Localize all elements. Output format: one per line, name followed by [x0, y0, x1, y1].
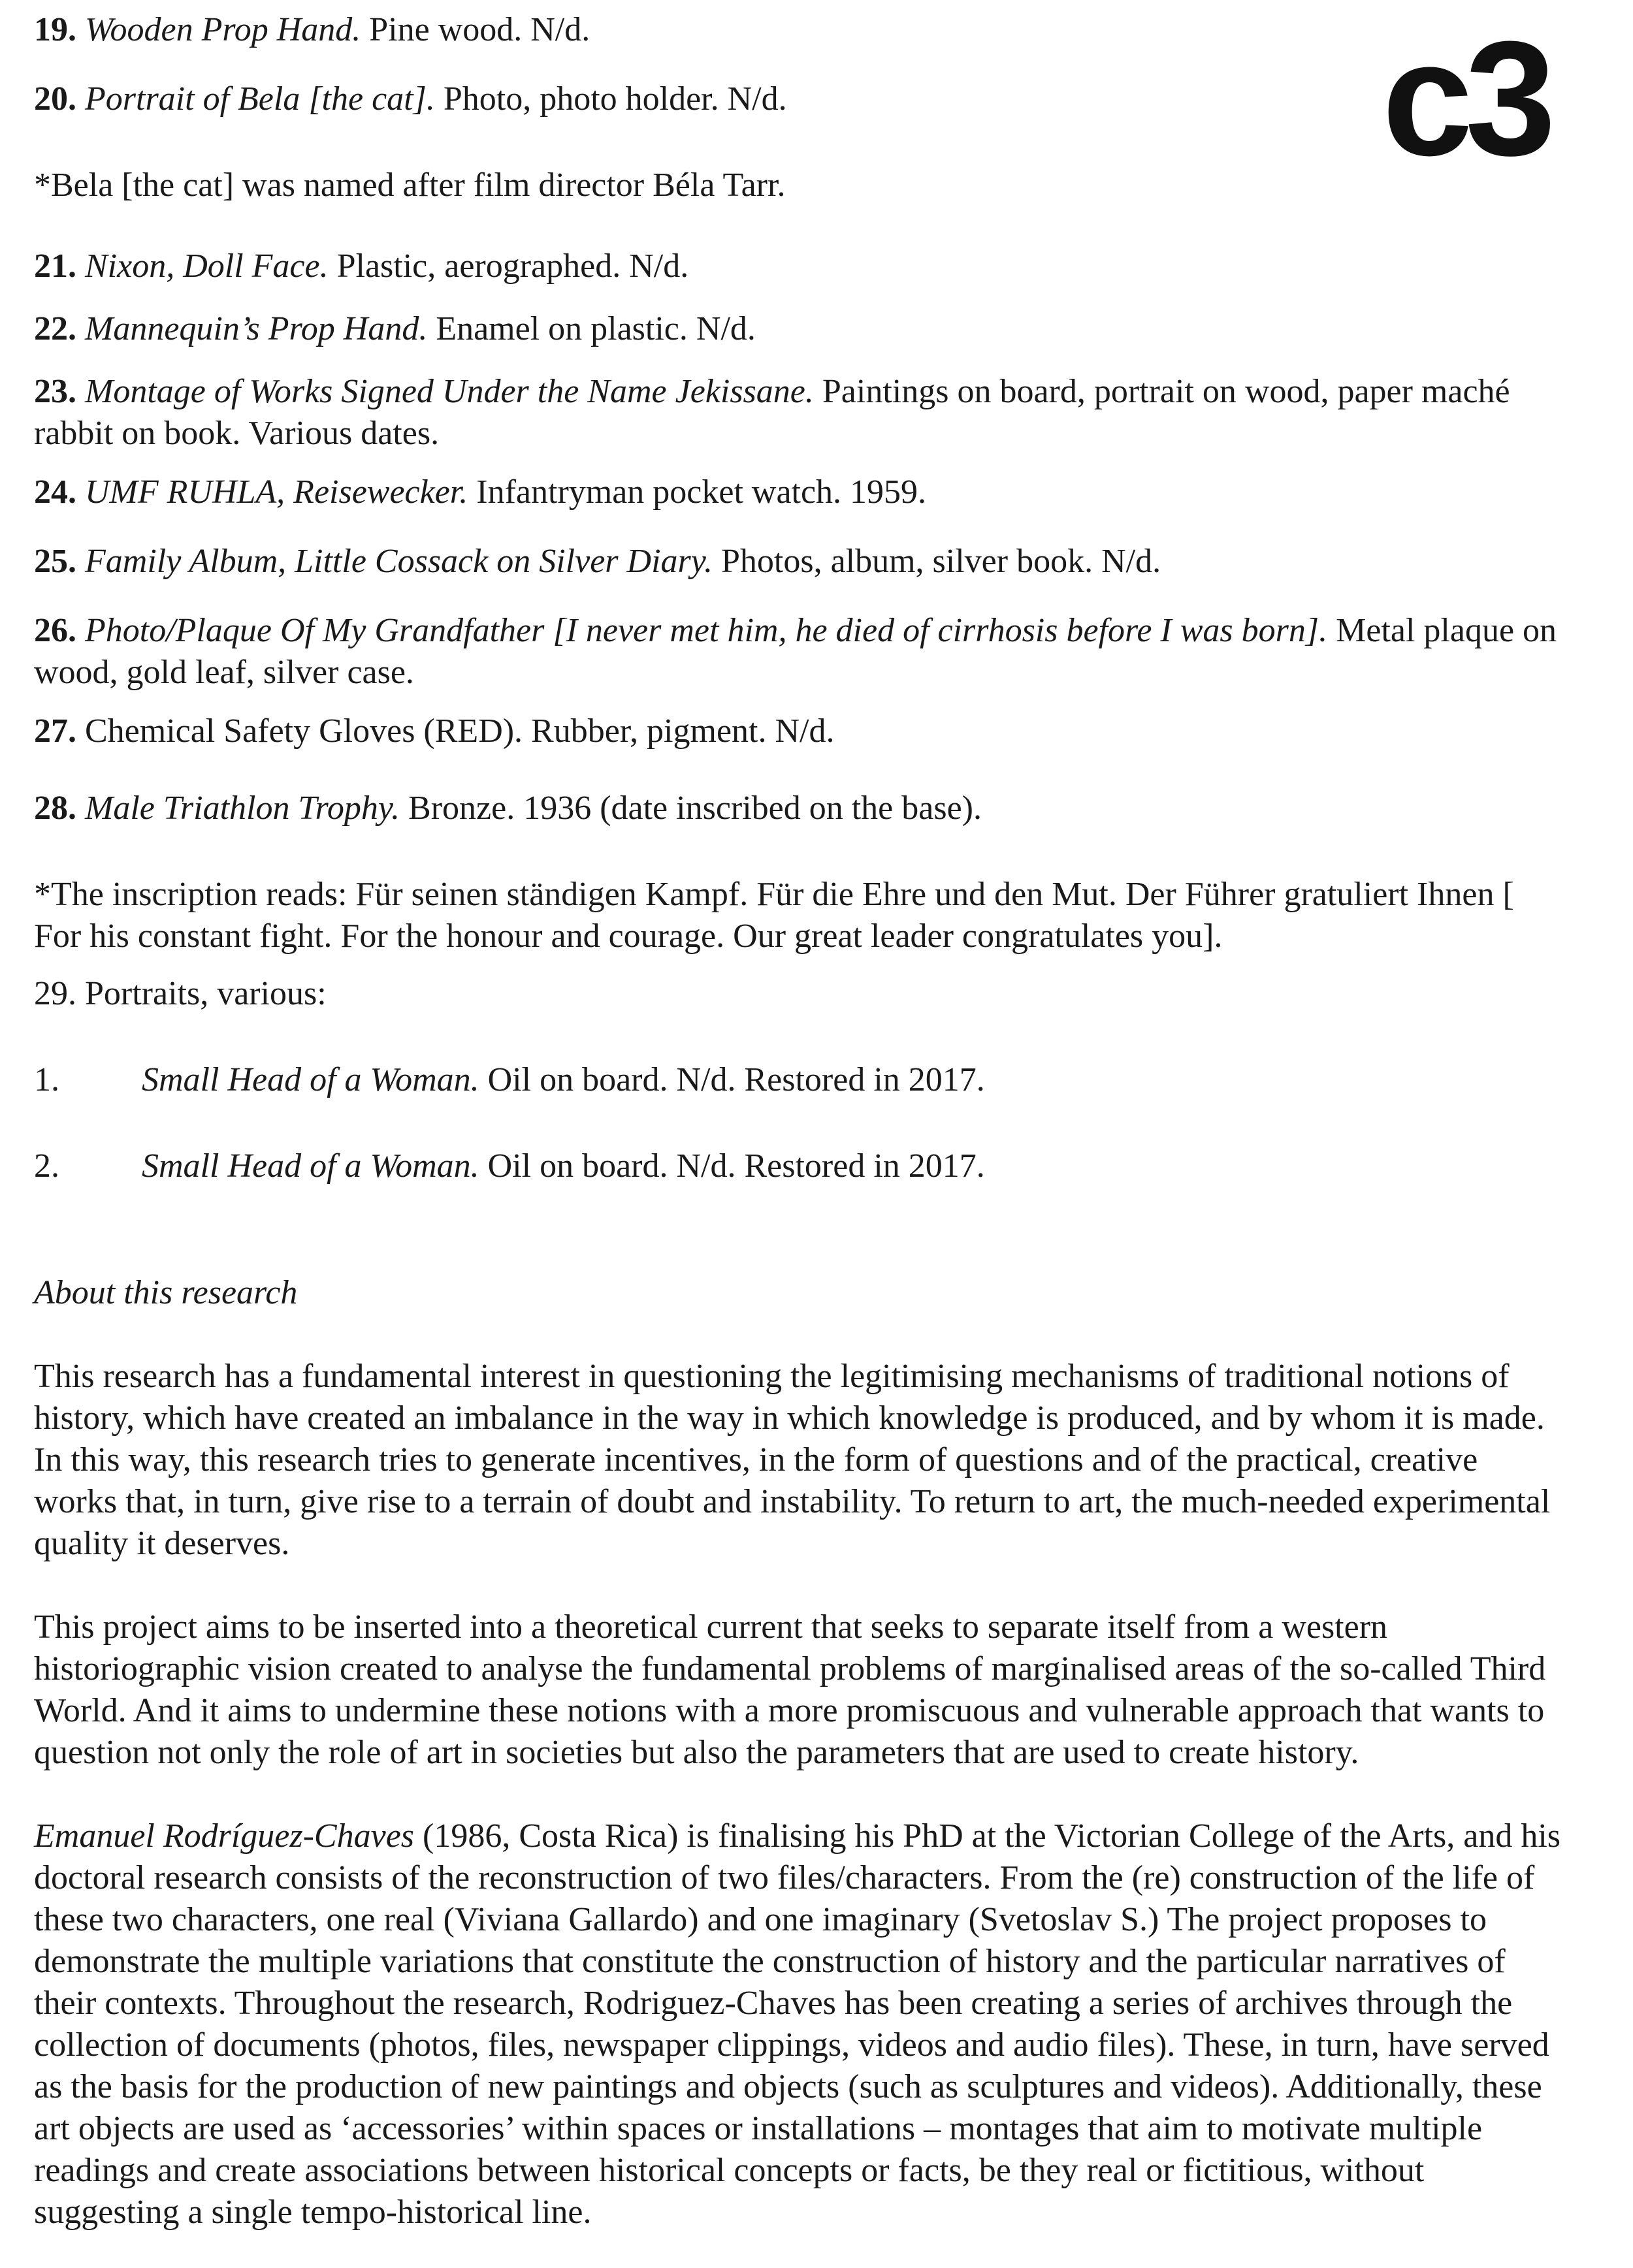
inscription-note: *The inscription reads: Für seinen ständigen Kampf. Für die Ehre und den Mut. Der Führer gratuliert Ihnen [ For his constant fight. For the honour and courage. Our great leader congratulates you]. — [34, 876, 1514, 955]
item-title: Wooden Prop Hand. — [85, 11, 361, 48]
item-number: 25. — [34, 543, 76, 580]
item-number: 22. — [34, 310, 76, 347]
item-title: Small Head of a Woman. — [142, 1147, 479, 1185]
list-item — [34, 9, 1569, 51]
item-description: Paintings on board, portrait on wood, paper maché rabbit on book. Various dates. — [34, 373, 1510, 452]
list-item — [34, 1059, 1569, 1101]
list-item — [34, 711, 1569, 752]
item-description: Chemical Safety Gloves (RED). Rubber, pigment. N/d. — [76, 712, 835, 750]
list-item — [34, 788, 1569, 829]
list-item — [34, 541, 1569, 583]
item-title: Mannequin’s Prop Hand. — [85, 310, 428, 347]
portraits-header: 29. Portraits, various: — [34, 975, 327, 1012]
list-item — [34, 308, 1569, 350]
item-title: Small Head of a Woman. — [142, 1061, 479, 1098]
list-item — [34, 471, 1569, 513]
item-description: Pine wood. N/d. — [361, 11, 590, 48]
item-description: Oil on board. N/d. Restored in 2017. — [479, 1061, 985, 1098]
item-number: 21. — [34, 248, 76, 285]
item-number: 23. — [34, 373, 76, 410]
item-description: Plastic, aerographed. N/d. — [328, 248, 689, 285]
list-item — [34, 78, 1569, 120]
item-number: 28. — [34, 790, 76, 827]
bio-text: (1986, Costa Rica) is finalising his PhD at the Victorian College of the Arts, and his doctoral research consists of the reconstruction of two files/characters. From the (re) construction of the life of these two characters, one real (Viviana Gallardo) and one imaginary (Svetoslav S.) The project proposes to demonstrate the multiple variations that constitute the construction of history and the particular narratives of their contexts. Throughout the research, Rodriguez-Chaves has been creating a series of archives through the collection of documents (photos, files, newspaper clippings, videos and audio files). These, in turn, have served as the basis for the production of new paintings and objects (such as sculptures and videos). Additionally, these art objects are used as ‘accessories’ within spaces or installations – montages that aim to motivate multiple readings and create associations between historical concepts or facts, be they real or fictitious, without suggesting a single tempo-historical line. — [34, 1817, 1561, 2231]
item-number: 19. — [34, 11, 76, 48]
list-item — [34, 1145, 1569, 1187]
item-title: Family Album, Little Cossack on Silver Diary. — [85, 543, 713, 580]
item-number: 26. — [34, 612, 76, 649]
list-item — [34, 371, 1569, 455]
item-number: 27. — [34, 712, 76, 750]
item-description: Bronze. 1936 (date inscribed on the base). — [400, 790, 982, 827]
item-title: Portrait of Bela [the cat]. — [85, 80, 435, 118]
bio-paragraph — [34, 1815, 1569, 2233]
about-heading: About this research — [34, 1274, 298, 1311]
bela-note: *Bela [the cat] was named after film director Béla Tarr. — [34, 167, 786, 204]
list-item — [34, 246, 1569, 287]
item-title: Nixon, Doll Face. — [85, 248, 329, 285]
item-description: Infantryman pocket watch. 1959. — [468, 473, 927, 511]
research-paragraph: This research has a fundamental interest in questioning the legitimising mechanisms of traditional notions of history, which have created an imbalance in the way in which knowledge is produced, and by whom it is made. In this way, this research tries to generate incentives, in the form of questions and of the practical, creative works that, in turn, give rise to a terrain of doubt and instability. To return to art, the much-needed experimental quality it deserves. — [34, 1358, 1551, 1562]
item-description: Photo, photo holder. N/d. — [434, 80, 787, 118]
item-description: Photos, album, silver book. N/d. — [712, 543, 1161, 580]
sub-item-number: 2. — [34, 1147, 59, 1185]
item-title: Montage of Works Signed Under the Name Jekissane. — [85, 373, 814, 410]
item-title: UMF RUHLA, Reisewecker. — [85, 473, 468, 511]
sub-item-number: 1. — [34, 1061, 59, 1098]
c3-logo: c3 — [1382, 7, 1548, 189]
item-description: Enamel on plastic. N/d. — [427, 310, 756, 347]
list-item — [34, 610, 1569, 694]
document-body — [34, 0, 1569, 2233]
artist-name: Emanuel Rodríguez-Chaves — [34, 1817, 415, 1855]
project-paragraph: This project aims to be inserted into a theoretical current that seeks to separate itself from a western historiographic vision created to analyse the fundamental problems of marginalised areas of the so-called Third World. And it aims to undermine these notions with a more promiscuous and vulnerable approach that wants to question not only the role of art in societies but also the parameters that are used to create history. — [34, 1608, 1546, 1771]
item-title: Male Triathlon Trophy. — [85, 790, 400, 827]
item-description: Oil on board. N/d. Restored in 2017. — [479, 1147, 985, 1185]
item-description: Metal plaque on wood, gold leaf, silver case. — [34, 612, 1557, 691]
item-title: Photo/Plaque Of My Grandfather [I never met him, he died of cirrhosis before I was born]. — [85, 612, 1328, 649]
item-number: 20. — [34, 80, 76, 118]
item-number: 24. — [34, 473, 76, 511]
